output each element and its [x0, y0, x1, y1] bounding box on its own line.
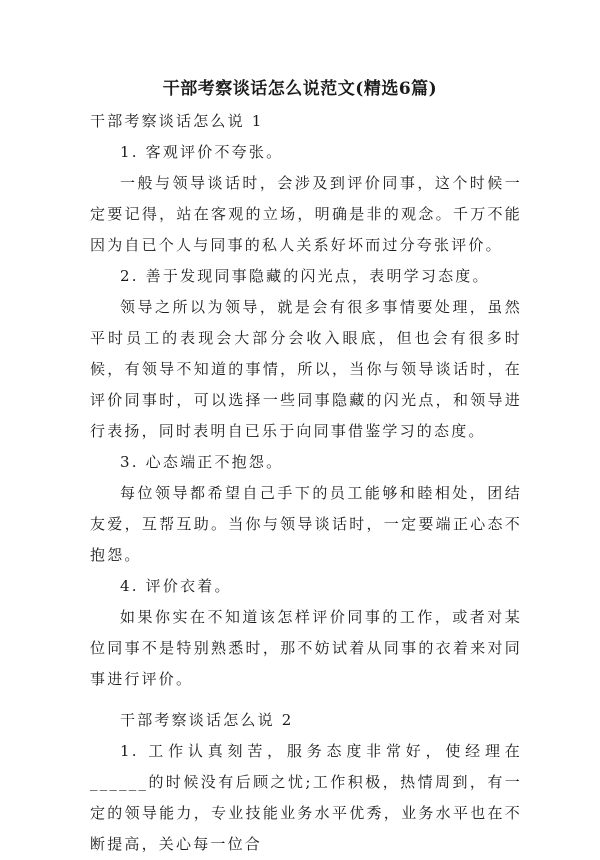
section-2-heading: 干部考察谈话怎么说 2: [120, 711, 294, 729]
section-1-heading: 干部考察谈话怎么说 1: [90, 112, 264, 130]
document-body: [90, 106, 522, 860]
section-1-item-1: 1. 客观评价不夸张。: [120, 143, 284, 161]
section-1-item-3: 3. 心态端正不抱怨。: [120, 453, 284, 471]
section-1-item-4: 4. 评价衣着。: [120, 577, 232, 595]
section-1-paragraph-3: 每位领导都希望自己手下的员工能够和睦相处，团结友爱，互帮互助。当你与领导谈话时，一定要端正心态不抱怨。: [90, 484, 522, 564]
document-title: 干部考察谈话怎么说范文(精选6篇): [162, 79, 438, 99]
section-2-paragraph-1: 1. 工作认真刻苦，服务态度非常好，使经理在______的时候没有后顾之忧;工作积极，热情周到，有一定的领导能力，专业技能业务水平优秀，业务水平也在不断提高，关心每一位合: [90, 742, 522, 853]
section-1-paragraph-4: 如果你实在不知道该怎样评价同事的工作，或者对某位同事不是特别熟悉时，那不妨试着从同事的衣着来对同事进行评价。: [90, 608, 522, 688]
section-1-paragraph-1: 一般与领导谈话时，会涉及到评价同事，这个时候一定要记得，站在客观的立场，明确是非的观念。千万不能因为自已个人与同事的私人关系好坏而过分夸张评价。: [90, 174, 522, 254]
section-1-item-2: 2. 善于发现同事隐藏的闪光点，表明学习态度。: [120, 267, 490, 285]
section-1-paragraph-2: 领导之所以为领导，就是会有很多事情要处理，虽然平时员工的表现会大部分会收入眼底，但也会有很多时候，有领导不知道的事情，所以，当你与领导谈话时，在评价同事时，可以选择一些同事隐藏的闪光点，和领导进行表扬，同时表明自已乐于向同事借鉴学习的态度。: [90, 298, 522, 440]
